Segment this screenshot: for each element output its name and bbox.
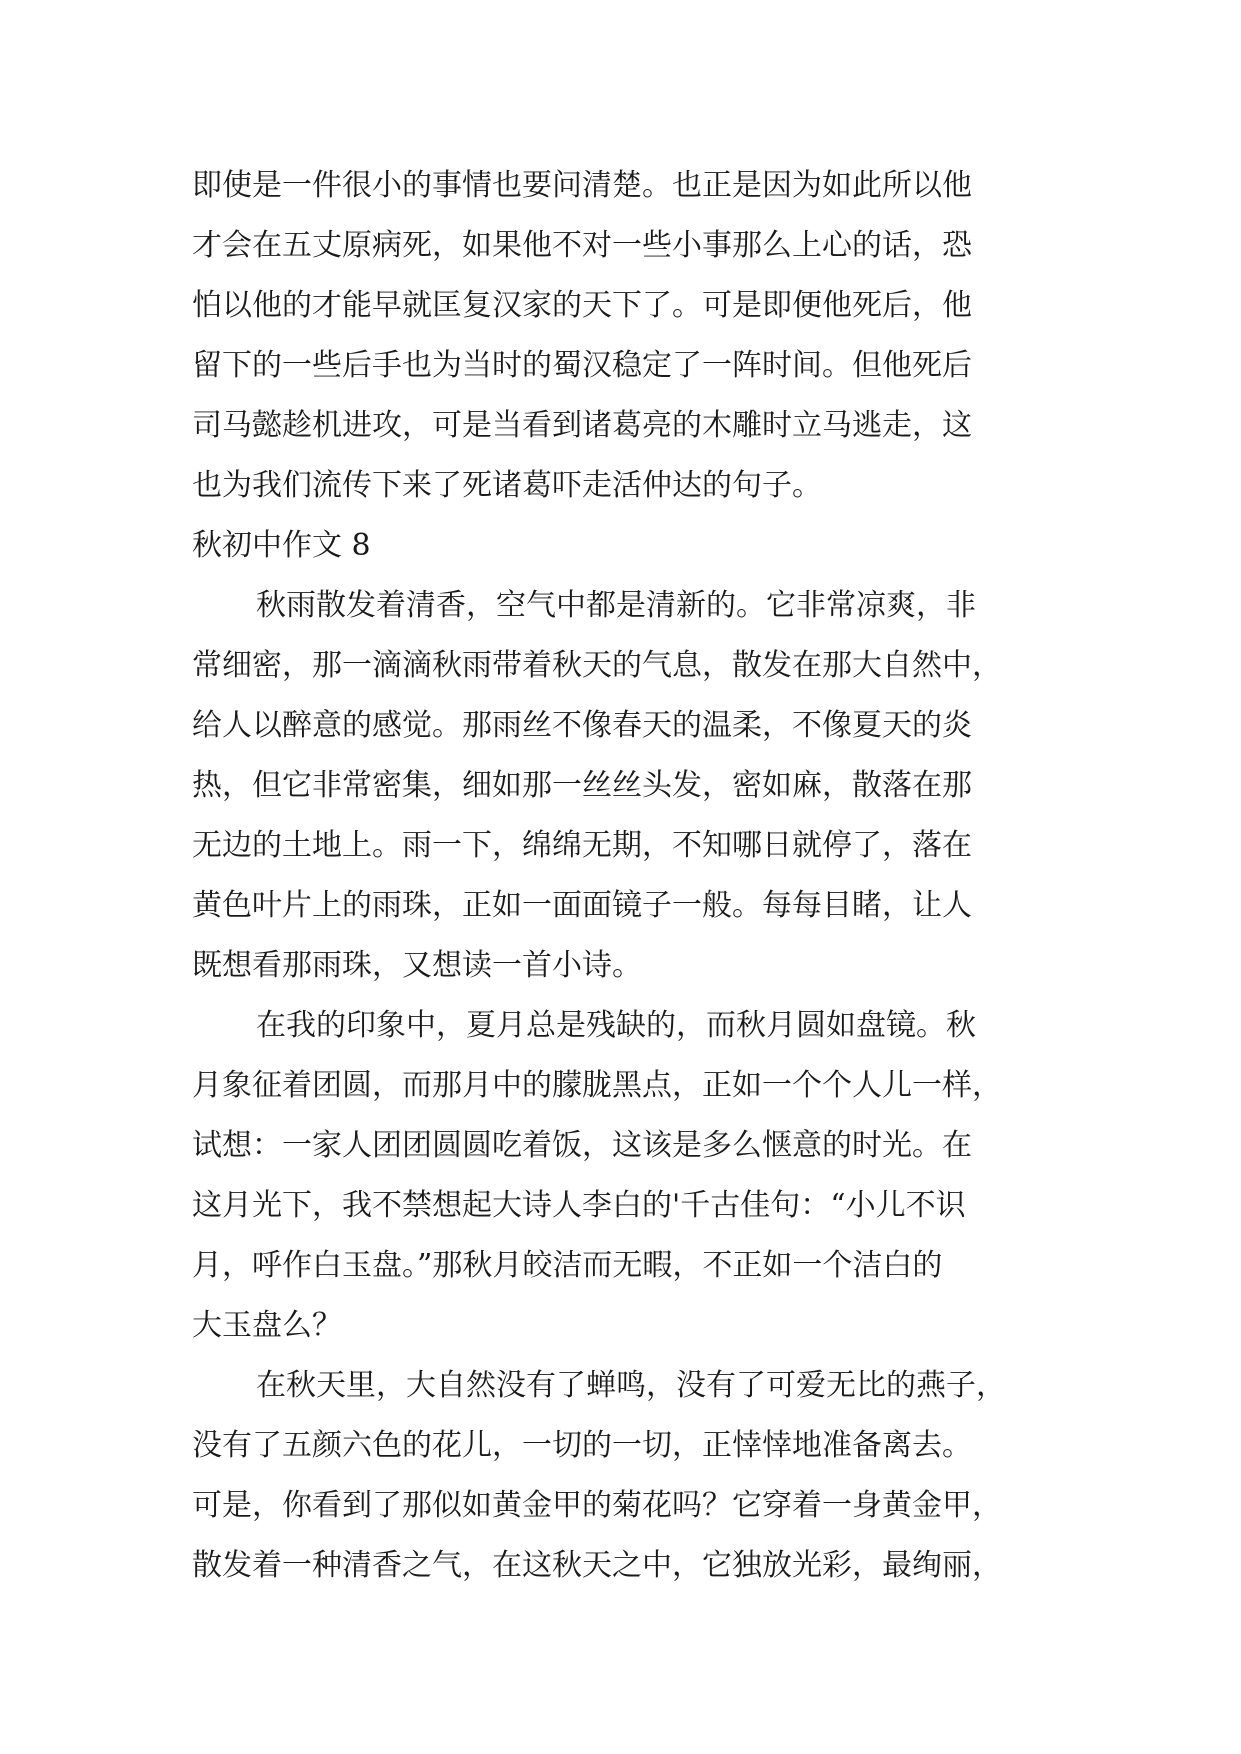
text-line: 黄色叶片上的雨珠，正如一面面镜子一般。每每目睹，让人 xyxy=(192,888,972,923)
text-line: 月，呼作白玉盘。”那秋月皎洁而无暇，不正如一个洁白的 xyxy=(192,1248,943,1283)
text-line: 留下的一些后手也为当时的蜀汉稳定了一阵时间。但他死后 xyxy=(192,348,972,383)
text-line: 大玉盘么？ xyxy=(192,1308,342,1343)
text-line: 无边的土地上。雨一下，绵绵无期，不知哪日就停了，落在 xyxy=(192,828,972,863)
paragraph-first-line: 在我的印象中，夏月总是残缺的，而秋月圆如盘镜。秋 xyxy=(256,1008,976,1043)
text-line: 没有了五颜六色的花儿，一切的一切，正悻悻地准备离去。 xyxy=(192,1428,972,1463)
paragraph-first-line: 秋雨散发着清香，空气中都是清新的。它非常凉爽，非 xyxy=(256,588,976,623)
text-line: 也为我们流传下来了死诸葛吓走活仲达的句子。 xyxy=(192,468,822,503)
text-line: 常细密，那一滴滴秋雨带着秋天的气息，散发在那大自然中， xyxy=(192,648,1002,683)
text-line: 可是，你看到了那似如黄金甲的菊花吗？它穿着一身黄金甲， xyxy=(192,1488,1002,1523)
text-line: 才会在五丈原病死，如果他不对一些小事那么上心的话，恐 xyxy=(192,228,972,263)
text-line: 这月光下，我不禁想起大诗人李白的'千古佳句：“小儿不识 xyxy=(192,1188,966,1223)
paragraph-first-line: 在秋天里，大自然没有了蝉鸣，没有了可爱无比的燕子， xyxy=(256,1368,1006,1403)
text-line: 即使是一件很小的事情也要问清楚。也正是因为如此所以他 xyxy=(192,168,972,203)
text-line: 既想看那雨珠，又想读一首小诗。 xyxy=(192,948,642,983)
text-line: 散发着一种清香之气，在这秋天之中，它独放光彩，最绚丽， xyxy=(192,1548,1002,1583)
section-heading: 秋初中作文 8 xyxy=(192,528,371,563)
text-line: 热，但它非常密集，细如那一丝丝头发，密如麻，散落在那 xyxy=(192,768,972,803)
text-line: 给人以醉意的感觉。那雨丝不像春天的温柔，不像夏天的炎 xyxy=(192,708,972,743)
text-line: 试想：一家人团团圆圆吃着饭，这该是多么惬意的时光。在 xyxy=(192,1128,972,1163)
text-line: 怕以他的才能早就匡复汉家的天下了。可是即便他死后，他 xyxy=(192,288,972,323)
document-body xyxy=(192,156,1072,1596)
text-line: 司马懿趁机进攻，可是当看到诸葛亮的木雕时立马逃走，这 xyxy=(192,408,972,443)
text-line: 月象征着团圆，而那月中的朦胧黑点，正如一个个人儿一样， xyxy=(192,1068,1002,1103)
